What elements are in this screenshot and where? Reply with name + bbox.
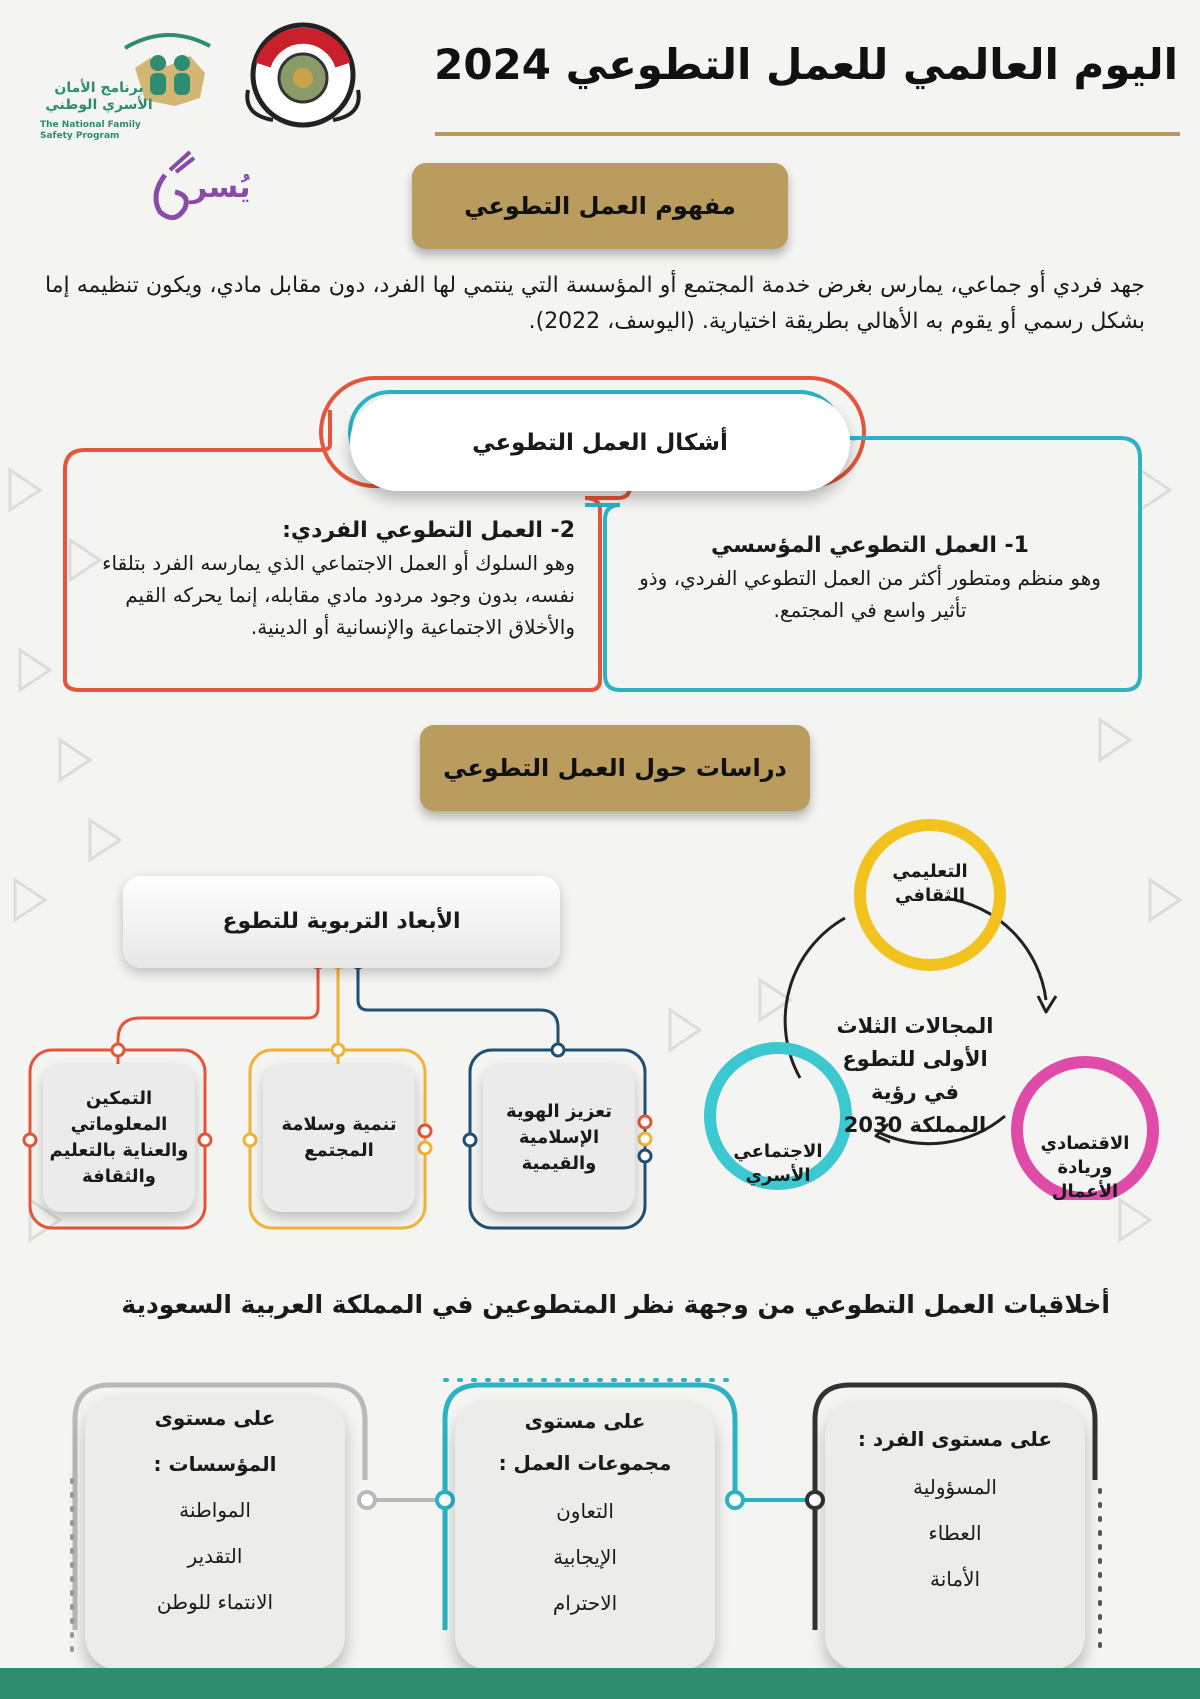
- ethics-card-groups: [455, 1400, 715, 1670]
- logo-text-ar-2: الأسري الوطني: [45, 97, 153, 113]
- ethics-institutions-item: المواطنة: [179, 1498, 251, 1522]
- concept-definition: جهد فردي أو جماعي، يمارس بغرض خدمة المجتمع أو المؤسسة التي ينتمي لها الفرد، دون مقابل مادي، ويكون تنظيمه إما بشكل رسمي أو يقوم به الأهالي بطريقة اختيارية. (اليوسف، 2022).: [45, 273, 1145, 334]
- vision-center-label: المجالات الثلاث الأولى للتطوع في رؤية المملكة 2030: [836, 1014, 994, 1137]
- ethics-groups-item: الاحترام: [552, 1591, 618, 1615]
- dimensions-title: الأبعاد التربوية للتطوع: [123, 876, 560, 968]
- ethics-institutions-heading-2: المؤسسات :: [153, 1452, 277, 1476]
- logo-text-en-2: Safety Program: [40, 131, 120, 141]
- forms-heading: أشكال العمل التطوعي: [350, 395, 850, 491]
- title-underline: [435, 132, 1180, 136]
- ethics-individual-heading: على مستوى الفرد :: [857, 1427, 1053, 1451]
- yusr-logo-text: يُسر: [190, 170, 251, 205]
- dimension-card-empowerment: التمكين المعلوماتي والعناية بالتعليم والثقافة: [43, 1064, 195, 1212]
- vision-educational-label: التعليمي الثقافي: [892, 861, 968, 906]
- institutional-volunteering-text: وهو منظم ومتطور أكثر من العمل التطوعي الفردي، وذو تأثير واسع في المجتمع.: [639, 566, 1101, 622]
- yusr-logo: [150, 150, 270, 230]
- dimension-card-identity: تعزيز الهوية الإسلامية والقيمية: [483, 1064, 635, 1212]
- ethics-groups-item: التعاون: [556, 1499, 614, 1523]
- ethics-individual-item: العطاء: [928, 1521, 982, 1545]
- ministry-emblem-logo: [228, 20, 378, 130]
- ethics-card-individual: [825, 1400, 1085, 1670]
- footer-bar: [0, 1668, 1200, 1699]
- ethics-groups-item: الإيجابية: [553, 1545, 617, 1569]
- family-safety-program-logo: [40, 28, 210, 148]
- ethics-institutions-item: التقدير: [187, 1544, 243, 1568]
- individual-volunteering-block: [95, 515, 575, 643]
- ethics-individual-item: الأمانة: [929, 1567, 981, 1591]
- individual-volunteering-title: 2- العمل التطوعي الفردي:: [282, 518, 575, 543]
- vision-social-label: الاجتماعي الأسري: [733, 1141, 823, 1186]
- page-title: اليوم العالمي للعمل التطوعي 2024: [434, 40, 1178, 89]
- ethics-groups-heading-1: على مستوى: [524, 1409, 646, 1433]
- ethics-institutions-heading-1: على مستوى: [154, 1406, 276, 1430]
- ethics-card-institutions: [85, 1395, 345, 1670]
- concept-heading: مفهوم العمل التطوعي: [412, 163, 788, 249]
- logo-text-ar-1: برنامج الأمان: [54, 80, 144, 96]
- ethics-groups-heading-2: مجموعات العمل :: [498, 1451, 672, 1475]
- individual-volunteering-text: وهو السلوك أو العمل الاجتماعي الذي يمارسه الفرد بتلقاء نفسه، بدون وجود مردود مادي مقابله، إنما يحركه القيم والأخلاق الاجتماعية والإنسانية أو الدينية.: [102, 551, 575, 639]
- logo-text-en-1: The National Family: [40, 120, 141, 130]
- ethics-title: أخلاقيات العمل التطوعي من وجهة نظر المتطوعين في المملكة العربية السعودية: [121, 1290, 1110, 1319]
- ethics-institutions-item: الانتماء للوطن: [156, 1590, 274, 1614]
- dimension-card-community: تنمية وسلامة المجتمع: [263, 1064, 415, 1212]
- institutional-volunteering-block: [630, 530, 1110, 626]
- studies-heading: دراسات حول العمل التطوعي: [420, 725, 810, 811]
- vision-economic-label: الاقتصادي وريادة الأعمال: [1040, 1133, 1130, 1202]
- ethics-individual-item: المسؤولية: [913, 1475, 997, 1499]
- institutional-volunteering-title: 1- العمل التطوعي المؤسسي: [711, 533, 1029, 558]
- yusr-emblem-icon: [150, 150, 195, 225]
